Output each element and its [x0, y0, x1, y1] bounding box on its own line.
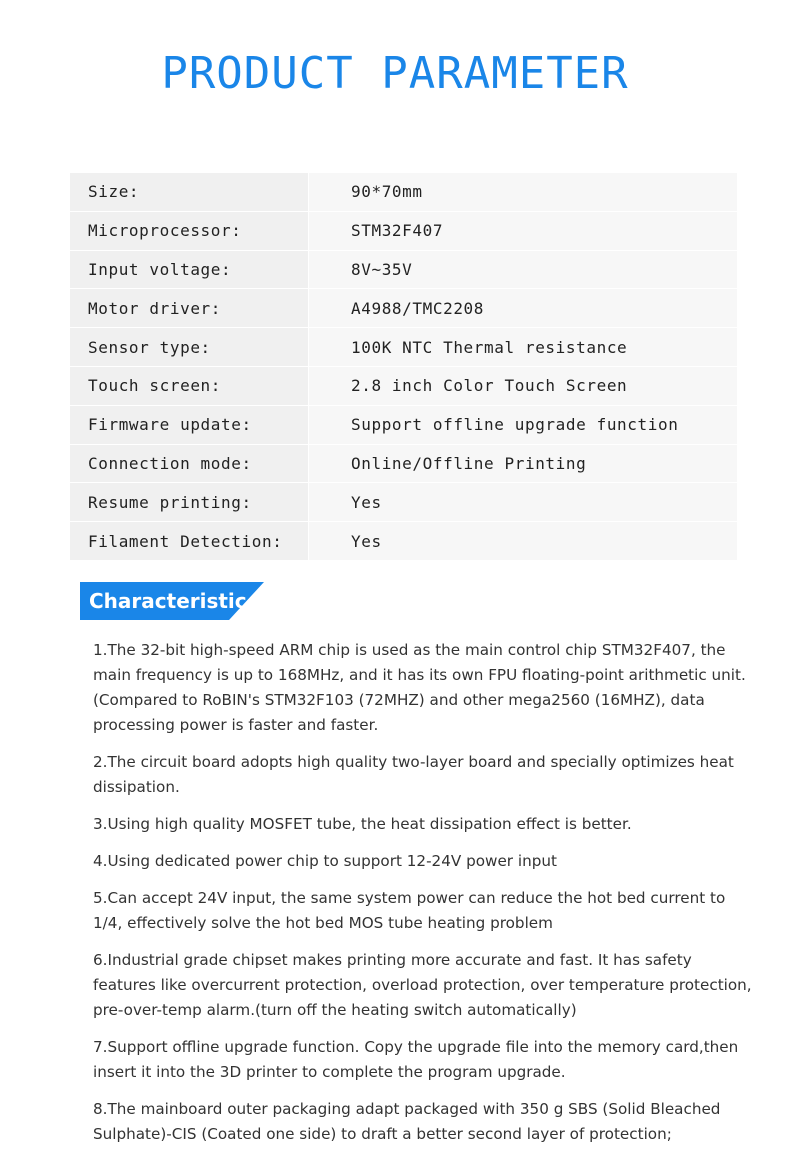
spec-label: Microprocessor: [70, 212, 309, 250]
spec-label: Sensor type: [70, 328, 309, 366]
spec-row-microprocessor [70, 212, 737, 251]
spec-label: Connection mode: [70, 445, 309, 483]
section-heading: Characteristic [89, 589, 247, 613]
spec-value: Support offline upgrade function [309, 406, 737, 444]
spec-row-input-voltage [70, 251, 737, 290]
spec-label: Size: [70, 173, 309, 211]
characteristic-item: 1.The 32-bit high-speed ARM chip is used as the main control chip STM32F407, the main frequency is up to 168MHz, and it has its own FPU floating-point arithmetic unit. (Compared to RoBIN's STM32F103 (72MHZ) and other mega2560 (16MHZ), data processing power is faster and faster. [93, 641, 746, 734]
spec-row-connection-mode [70, 445, 737, 484]
spec-value: 2.8 inch Color Touch Screen [309, 367, 737, 405]
spec-row-motor-driver [70, 289, 737, 328]
spec-value: 90*70mm [309, 173, 737, 211]
spec-row-touch-screen [70, 367, 737, 406]
spec-label: Input voltage: [70, 251, 309, 289]
characteristic-item: 4.Using dedicated power chip to support 12-24V power input [93, 852, 557, 870]
characteristics-list [93, 638, 753, 1159]
spec-value: Online/Offline Printing [309, 445, 737, 483]
spec-row-resume-printing [70, 483, 737, 522]
characteristic-item: 7.Support offline upgrade function. Copy the upgrade file into the memory card,then insert it into the 3D printer to complete the program upgrade. [93, 1038, 739, 1081]
spec-label: Touch screen: [70, 367, 309, 405]
spec-value: Yes [309, 483, 737, 521]
spec-row-firmware-update [70, 406, 737, 445]
spec-value: STM32F407 [309, 212, 737, 250]
spec-label: Filament Detection: [70, 522, 309, 560]
characteristic-item: 6.Industrial grade chipset makes printing more accurate and fast. It has safety features like overcurrent protection, overload protection, over temperature protection, pre-over-temp alarm.(turn off the heating switch automatically) [93, 951, 752, 1019]
characteristic-item: 3.Using high quality MOSFET tube, the heat dissipation effect is better. [93, 815, 632, 833]
spec-value: 100K NTC Thermal resistance [309, 328, 737, 366]
spec-label: Motor driver: [70, 289, 309, 327]
characteristic-item: 8.The mainboard outer packaging adapt packaged with 350 g SBS (Solid Bleached Sulphate)-CIS (Coated one side) to draft a better second layer of protection; [93, 1100, 721, 1143]
spec-row-filament-detection [70, 522, 737, 561]
spec-value: 8V~35V [309, 251, 737, 289]
spec-label: Resume printing: [70, 483, 309, 521]
characteristic-item: 2.The circuit board adopts high quality two-layer board and specially optimizes heat dissipation. [93, 753, 734, 796]
characteristic-item: 5.Can accept 24V input, the same system power can reduce the hot bed current to 1/4, effectively solve the hot bed MOS tube heating problem [93, 889, 726, 932]
page-title: PRODUCT PARAMETER [161, 48, 629, 99]
spec-label: Firmware update: [70, 406, 309, 444]
spec-value: A4988/TMC2208 [309, 289, 737, 327]
spec-row-size [70, 173, 737, 212]
spec-row-sensor-type [70, 328, 737, 367]
spec-table [70, 173, 737, 561]
spec-value: Yes [309, 522, 737, 560]
